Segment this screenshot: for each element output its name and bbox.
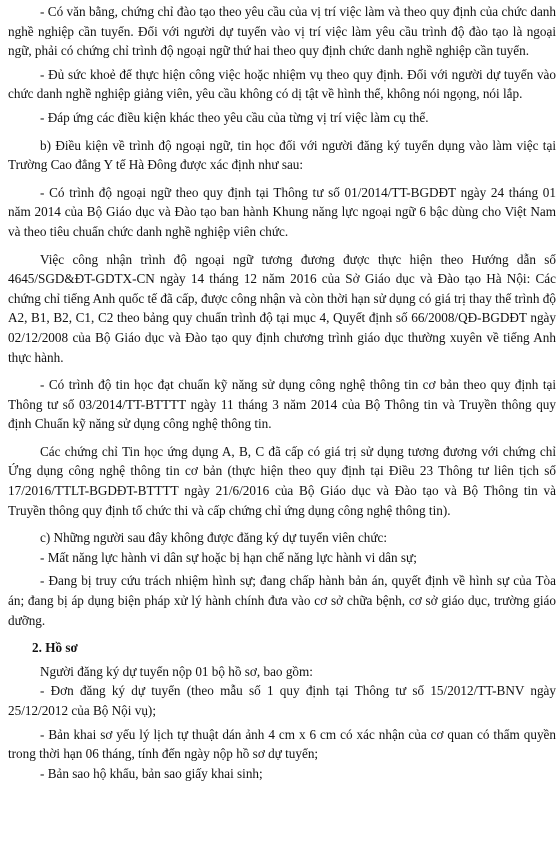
- paragraph-qualification: - Có văn bằng, chứng chỉ đào tạo theo yêu cầu của vị trí việc làm và theo quy định của chức danh nghề nghiệp cần tuyển. Đối với người dự tuyển vào vị trí việc làm yêu cầu trình độ đào tạo là ngoại ngữ, phải có chứng chỉ trình độ ngoại ngữ thứ hai theo quy định chức danh nghề nghiệp cần tuyển.: [8, 4, 556, 59]
- paragraph-language-level: - Có trình độ ngoại ngữ theo quy định tại Thông tư số 01/2014/TT-BGDĐT ngày 24 tháng 01 năm 2014 của Bộ Giáo dục và Đào tạo ban hành Khung năng lực ngoại ngữ 6 bậc dùng cho Việt Nam và theo tiêu chuẩn chức danh nghề nghiệp viên chức.: [8, 184, 556, 239]
- paragraph-it-certificates: Các chứng chỉ Tin học ứng dụng A, B, C đã cấp có giá trị sử dụng tương đương với chứng chỉ Ứng dụng công nghệ thông tin cơ bản (thực hiện theo quy định tại Điều 23 Thông tư liên tịch số 17/2016/TTLT-BGDĐT-BTTTT ngày 21/6/2016 của Bộ Giáo dục và Đào tạo và Bộ Thông tin và Truyền thông quy định tổ chức thi và cấp chứng chỉ ứng dụng công nghệ thông tin).: [8, 443, 556, 518]
- paragraph-language-equivalence: Việc công nhận trình độ ngoại ngữ tương đương được thực hiện theo Hướng dẫn số 4645/SGD&ĐT-GDTX-CN ngày 14 tháng 12 năm 2016 của Sở Giáo dục và Đào tạo Hà Nội: Các chứng chỉ tiếng Anh quốc tế đã cấp, được công nhận và còn thời hạn sử dụng có giá trị thay thế trình độ A2, B1, B2, C1, C2 theo bảng quy chuẩn trình độ tại mục 4, Quyết định số 66/2008/QĐ-BGDĐT ngày 02/12/2008 của Bộ Giáo dục và Đào tạo quy định chương trình giáo dục thường xuyên về tiếng Anh thực hành.: [8, 251, 556, 365]
- paragraph-dossier-copies: - Bản sao hộ khẩu, bản sao giấy khai sinh;: [40, 765, 263, 781]
- paragraph-dossier-intro: Người đăng ký dự tuyển nộp 01 bộ hồ sơ, bao gồm:: [40, 663, 313, 679]
- paragraph-ineligible-criminal: - Đang bị truy cứu trách nhiệm hình sự; đang chấp hành bản án, quyết định về hình sự của Tòa án; đang bị áp dụng biện pháp xử lý hành chính đưa vào cơ sở chữa bệnh, cơ sở giáo dục, trường giáo dưỡng.: [8, 573, 556, 628]
- section-heading-dossier: 2. Hồ sơ: [32, 640, 78, 656]
- paragraph-ineligible-intro: c) Những người sau đây không được đăng ký dự tuyển viên chức:: [40, 530, 388, 546]
- paragraph-health: - Đủ sức khoẻ để thực hiện công việc hoặc nhiệm vụ theo quy định. Đối với người dự tuyển vào chức danh nghề nghiệp giảng viên, yêu cầu không có dị tật về hình thể, không nói ngọng, nói lắp.: [8, 66, 556, 102]
- paragraph-dossier-cv: - Bản khai sơ yếu lý lịch tự thuật dán ảnh 4 cm x 6 cm có xác nhận của cơ quan có thẩm quyền trong thời hạn 06 tháng, tính đến ngày nộp hồ sơ dự tuyển;: [8, 726, 556, 762]
- paragraph-ineligible-capacity: - Mất năng lực hành vi dân sự hoặc bị hạn chế năng lực hành vi dân sự;: [40, 549, 417, 565]
- paragraph-other-conditions: - Đáp ứng các điều kiện khác theo yêu cầu của từng vị trí việc làm cụ thể.: [40, 109, 429, 125]
- paragraph-language-it-conditions: b) Điều kiện về trình độ ngoại ngữ, tin học đối với người đăng ký tuyển dụng vào làm việc tại Trường Cao đẳng Y tế Hà Đông được xác định như sau:: [8, 137, 556, 173]
- paragraph-dossier-application: - Đơn đăng ký dự tuyển (theo mẫu số 1 quy định tại Thông tư số 15/2012/TT-BNV ngày 25/12/2012 của Bộ Nội vụ);: [8, 683, 556, 718]
- paragraph-it-level: - Có trình độ tin học đạt chuẩn kỹ năng sử dụng công nghệ thông tin cơ bản theo quy định tại Thông tư số 03/2014/TT-BTTTT ngày 11 tháng 3 năm 2014 của Bộ Thông tin và Truyền thông quy định Chuẩn kỹ năng sử dụng công nghệ thông tin.: [8, 377, 556, 432]
